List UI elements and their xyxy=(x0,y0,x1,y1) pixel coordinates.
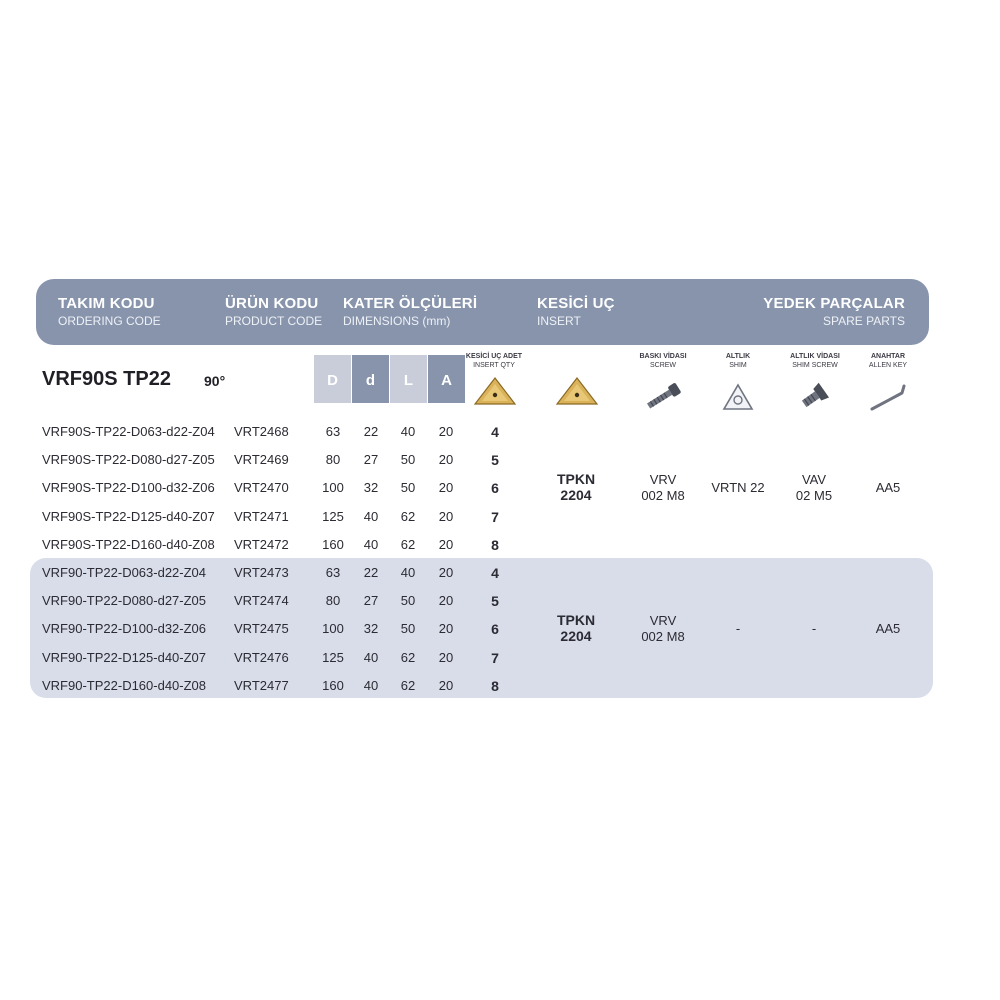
group1-insert-line2: 2204 xyxy=(560,487,592,503)
dim-d-value: 27 xyxy=(363,593,379,609)
insert-qty-value: 7 xyxy=(491,508,499,525)
header-spare-tr: YEDEK PARÇALAR xyxy=(763,295,905,312)
dim-L-value: 50 xyxy=(400,621,416,637)
dim-header-D: D xyxy=(314,355,351,403)
shim-screw-icon xyxy=(796,382,832,412)
dim-A-value: 20 xyxy=(438,452,454,468)
product-code: VRT2468 xyxy=(234,424,289,439)
group1-key: AA5 xyxy=(875,480,901,495)
ordering-code: VRF90S-TP22-D125-d40-Z07 xyxy=(42,508,215,524)
dim-D-value: 125 xyxy=(322,508,344,524)
dim-D-value: 100 xyxy=(322,480,344,496)
ordering-code: VRF90-TP22-D125-d40-Z07 xyxy=(42,649,207,665)
ordering-code: VRF90S-TP22-D100-d32-Z06 xyxy=(42,480,215,496)
screw-label-en: SCREW xyxy=(649,362,677,369)
dim-L-value: 50 xyxy=(400,480,416,496)
dim-A-value: 20 xyxy=(438,621,454,637)
group1-shim-screw-line2: 02 M5 xyxy=(795,488,833,503)
dim-D-value: 63 xyxy=(325,565,341,580)
product-code: VRT2477 xyxy=(234,677,289,693)
ordering-code: VRF90-TP22-D100-d32-Z06 xyxy=(42,621,207,637)
dim-L-value: 62 xyxy=(400,508,416,524)
insert-qty-value: 7 xyxy=(491,649,499,666)
product-code: VRT2470 xyxy=(234,480,289,496)
insert-qty-value: 5 xyxy=(491,452,499,469)
ordering-code: VRF90-TP22-D160-d40-Z08 xyxy=(42,677,207,693)
shim-screw-label-en: SHIM SCREW xyxy=(792,362,838,369)
insert-qty-label xyxy=(462,352,526,370)
group1-screw xyxy=(625,472,701,504)
key-label-en: ALLEN KEY xyxy=(868,362,908,369)
key-label xyxy=(858,352,918,370)
dim-A-value: 20 xyxy=(438,593,454,609)
dim-d-value: 22 xyxy=(363,565,379,580)
dim-header-L: L xyxy=(390,355,427,403)
product-code: VRT2476 xyxy=(234,649,289,665)
header-ordering-code xyxy=(58,295,161,328)
table-header xyxy=(36,279,929,345)
group2-screw-line2: 002 M8 xyxy=(641,629,685,644)
dim-L-value: 50 xyxy=(400,452,416,468)
ordering-code: VRF90S-TP22-D063-d22-Z04 xyxy=(42,424,215,439)
insert-qty-value: 8 xyxy=(491,677,499,694)
ordering-code: VRF90S-TP22-D080-d27-Z05 xyxy=(42,452,215,468)
product-code: VRT2472 xyxy=(234,536,289,552)
group2-key: AA5 xyxy=(875,621,901,636)
dim-d-value: 32 xyxy=(363,621,379,637)
header-product-code xyxy=(225,295,322,328)
dim-D-value: 80 xyxy=(325,593,341,609)
dim-d-value: 40 xyxy=(363,536,379,552)
dim-L-value: 40 xyxy=(400,565,416,580)
insert-qty-value: 6 xyxy=(491,480,499,497)
dim-L-value: 62 xyxy=(400,536,416,552)
screw-label-tr: BASKI VİDASI xyxy=(639,353,687,360)
dim-d-value: 27 xyxy=(363,452,379,468)
group2-shim-screw xyxy=(778,621,850,637)
group1-shim-screw xyxy=(778,472,850,504)
dim-d-value: 40 xyxy=(363,508,379,524)
insert-qty-value: 4 xyxy=(491,424,499,440)
allen-key-icon xyxy=(868,383,908,413)
dim-L-value: 62 xyxy=(400,649,416,665)
ordering-code: VRF90-TP22-D080-d27-Z05 xyxy=(42,593,207,609)
insert-triangle-icon xyxy=(555,376,599,408)
header-product-tr: ÜRÜN KODU xyxy=(225,295,319,312)
header-ordering-tr: TAKIM KODU xyxy=(58,295,155,312)
product-title: VRF90S TP22 xyxy=(42,368,171,390)
dim-L-value: 40 xyxy=(400,424,416,439)
group2-shim-screw-line1: - xyxy=(811,621,817,636)
screw-label xyxy=(628,352,698,370)
header-dimensions xyxy=(343,295,477,328)
group1-insert xyxy=(540,471,612,503)
dim-D-value: 100 xyxy=(322,621,344,637)
dim-A-value: 20 xyxy=(438,649,454,665)
group1-shim-screw-line1: VAV xyxy=(801,472,827,487)
shim-label-en: SHIM xyxy=(729,362,747,369)
dim-D-value: 80 xyxy=(325,452,341,468)
shim-screw-label xyxy=(780,352,850,370)
product-code: VRT2474 xyxy=(234,593,289,609)
dim-D-value: 125 xyxy=(322,649,344,665)
insert-triangle-icon xyxy=(473,376,517,408)
insert-qty-value: 6 xyxy=(491,621,499,638)
group2-insert-line2: 2204 xyxy=(560,628,592,644)
dim-d-value: 40 xyxy=(363,677,379,693)
dim-d-value: 22 xyxy=(363,424,379,439)
dim-A-value: 20 xyxy=(438,508,454,524)
group2-shim: - xyxy=(735,621,741,636)
dim-L-value: 62 xyxy=(400,677,416,693)
product-angle: 90° xyxy=(204,373,226,389)
dim-L-value: 50 xyxy=(400,593,416,609)
header-insert-tr: KESİCİ UÇ xyxy=(537,295,615,312)
insert-qty-tr: KESİCİ UÇ ADET xyxy=(465,353,523,360)
dim-header-d: d xyxy=(352,355,389,403)
group2-insert xyxy=(540,612,612,644)
dim-D-value: 160 xyxy=(322,677,344,693)
group2-screw-line1: VRV xyxy=(649,613,677,628)
insert-qty-value: 5 xyxy=(491,593,499,610)
header-ordering-en: ORDERING CODE xyxy=(58,314,161,328)
key-label-tr: ANAHTAR xyxy=(870,353,906,360)
ordering-code: VRF90-TP22-D063-d22-Z04 xyxy=(42,565,207,580)
dim-header-A: A xyxy=(428,355,465,403)
header-insert-en: INSERT xyxy=(537,314,581,328)
header-spare-parts xyxy=(763,295,905,328)
dim-d-value: 32 xyxy=(363,480,379,496)
header-dimensions-tr: KATER ÖLÇÜLERİ xyxy=(343,295,478,312)
dim-D-value: 63 xyxy=(325,424,341,439)
group1-shim: VRTN 22 xyxy=(711,480,765,495)
dim-A-value: 20 xyxy=(438,536,454,552)
screw-icon xyxy=(642,382,684,412)
product-code: VRT2473 xyxy=(234,565,289,580)
shim-screw-label-tr: ALTLIK VİDASI xyxy=(790,353,840,360)
shim-label-tr: ALTLIK xyxy=(725,353,751,360)
group1-screw-line2: 002 M8 xyxy=(641,488,685,503)
insert-qty-value: 8 xyxy=(491,536,499,553)
product-code: VRT2471 xyxy=(234,508,289,524)
product-code: VRT2469 xyxy=(234,452,289,468)
dim-A-value: 20 xyxy=(438,424,454,439)
shim-icon xyxy=(721,382,755,412)
group1-insert-line1: TPKN xyxy=(556,471,596,487)
group2-screw xyxy=(625,613,701,645)
dim-D-value: 160 xyxy=(322,536,344,552)
dim-A-value: 20 xyxy=(438,565,454,580)
group2-insert-line1: TPKN xyxy=(556,612,596,628)
dim-A-value: 20 xyxy=(438,677,454,693)
dim-A-value: 20 xyxy=(438,480,454,496)
header-product-en: PRODUCT CODE xyxy=(225,314,323,328)
dim-d-value: 40 xyxy=(363,649,379,665)
header-spare-en: SPARE PARTS xyxy=(822,314,905,328)
header-insert xyxy=(537,295,615,328)
insert-qty-value: 4 xyxy=(491,565,499,581)
ordering-code: VRF90S-TP22-D160-d40-Z08 xyxy=(42,536,215,552)
product-code: VRT2475 xyxy=(234,621,289,637)
header-dimensions-en: DIMENSIONS (mm) xyxy=(343,314,451,328)
insert-qty-en: INSERT QTY xyxy=(473,362,515,369)
shim-label xyxy=(708,352,768,370)
group1-screw-line1: VRV xyxy=(649,472,677,487)
